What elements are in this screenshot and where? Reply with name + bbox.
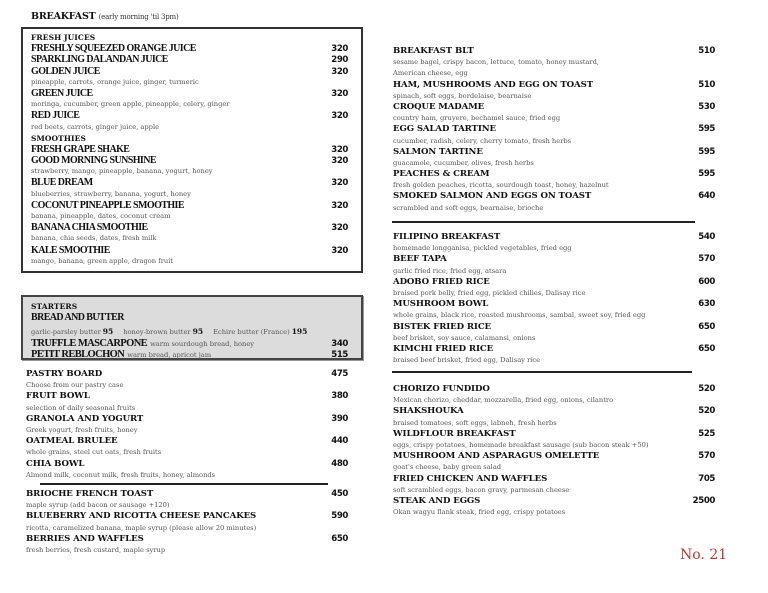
item-row [393,406,715,417]
item-row [26,369,348,380]
item-price: 570 [698,451,715,462]
item-name: WILDFLOUR BREAKFAST [393,428,516,439]
item-name: GRANOLA AND YOGURT [26,413,144,424]
item-name: HAM, MUSHROOMS AND EGG ON TOAST [393,79,594,90]
menu-item [26,391,348,413]
item-row [31,222,348,233]
menu-item [31,54,348,65]
item-name: FRESH GRAPE SHAKE [31,143,130,155]
item-description: Mexican chorizo, cheddar, mozzarella, fried egg, onions, cilantro [393,396,614,405]
item-price: 520 [698,406,715,417]
item-row [393,80,715,91]
item-name: BREAKFAST BLT [393,46,474,56]
item-name: EGG SALAD TARTINE [393,124,496,135]
item-price: 390 [331,413,348,424]
item-row [393,344,715,355]
menu-item [393,169,715,191]
starters-box [21,295,363,360]
item-name: OATMEAL BRULEE [26,436,118,447]
menu-header [31,11,179,22]
item-description: Okan wagyu flank steak, fried egg, crispy potatoes [393,508,566,517]
item-price: 600 [698,276,715,287]
item-price: 510 [698,79,715,90]
bread-and-butter: BREAD AND BUTTER [31,312,124,324]
item-description: fresh golden peaches, ricotta, sourdough toast, honey, hazelnut [393,181,609,190]
item-price: 650 [331,533,348,544]
item-name: BEEF TAPA [393,254,447,265]
item-price: 525 [698,428,715,439]
right-section-3 [393,384,715,518]
group-heading: SMOOTHIES [31,133,86,143]
menu-item [26,489,348,511]
menu-item [393,232,715,254]
item-row [31,43,348,54]
starters-heading: STARTERS [31,302,78,311]
menu-item [393,80,715,102]
item-row [31,144,348,155]
item-row [393,232,715,243]
item-price: 290 [331,55,348,66]
item-price: 450 [331,489,348,499]
menu-item [393,406,715,428]
item-price: 475 [331,369,348,379]
item-row [31,155,348,166]
butter-option-label: honey-brown butter [123,328,191,337]
item-price: 320 [331,178,348,189]
item-price: 650 [698,321,715,332]
item-row [393,124,715,135]
item-description: spinach, soft eggs, bordelaise, bearnaise [393,91,532,100]
item-price: 590 [331,511,348,522]
menu-item [31,144,348,155]
item-price: 640 [698,191,715,202]
item-name: FRUIT BOWL [26,391,90,402]
item-row [393,384,715,395]
menu-item [393,46,715,80]
menu-item [31,222,348,244]
item-row [31,110,348,121]
item-name: SPARKLING DALANDAN JUICE [31,54,168,66]
item-price: 320 [331,200,348,211]
menu-item [393,384,715,406]
menu-item [393,299,715,321]
item-name: GREEN JUICE [31,87,93,99]
item-name: FRESHLY SQUEEZED ORANGE JUICE [31,43,196,55]
item-description: country ham, gruyere, bechamel sauce, fried egg [393,114,561,123]
item-name: FRIED CHICKEN AND WAFFLES [393,473,548,484]
divider [40,483,328,485]
item-description: goat's cheese, baby green salad [393,463,502,472]
menu-item [393,344,715,366]
item-price: 480 [331,458,348,469]
item-name: KALE SMOOTHIE [31,244,110,256]
item-description: red beets, carrots, ginger juice, apple [31,122,160,131]
item-name: MUSHROOM BOWL [393,299,489,310]
menu-item [31,110,348,132]
item-description: sesame bagel, crispy bacon, lettuce, tomato, honey mustard, [393,58,600,67]
item-description: whole grains, black rice, roasted mushrooms, sambal, sweet soy, fried egg [393,311,646,320]
item-price: 320 [331,223,348,234]
item-description: scrambled and soft eggs, bearnaise, brioche [393,203,544,212]
item-row [31,200,348,211]
menu-item [31,200,348,222]
item-description: homemade longganisa, pickled vegetables, fried egg [393,244,572,253]
item-price: 2500 [692,495,715,506]
item-row [31,88,348,99]
item-row [393,474,715,485]
menu-item [26,534,348,556]
item-name: SMOKED SALMON AND EGGS ON TOAST [393,191,592,202]
item-price: 440 [331,436,348,447]
item-price: 340 [331,338,348,349]
item-description: Greek yogurt, fresh fruits, honey [26,425,138,434]
item-price: 320 [331,88,348,99]
item-price: 510 [698,46,715,56]
menu-item [26,511,348,533]
item-description: beef brisket, soy sauce, calamansi, onions [393,333,536,342]
menu-item [31,245,348,267]
menu-item [31,43,348,54]
item-description: moringa, cucumber, green apple, pineapple, celery, ginger [31,100,230,109]
menu-item [393,102,715,124]
item-description: strawberry, mango, pineapple, banana, yogurt, honey [31,167,213,176]
item-description: Almond milk, coconut milk, fresh fruits, honey, almonds [26,470,216,479]
menu-item [393,147,715,169]
divider [392,371,692,373]
item-row [393,451,715,462]
item-row [26,489,348,500]
menu-item [393,254,715,276]
item-row [393,496,715,507]
item-name: RED JUICE [31,110,80,122]
item-row [31,177,348,188]
item-name: BLUEBERRY AND RICOTTA CHEESE PANCAKES [26,511,257,522]
menu-item [393,322,715,344]
item-row [26,459,348,470]
item-price: 595 [698,124,715,135]
drinks-box [21,27,363,273]
item-name: BANANA CHIA SMOOTHIE [31,222,148,234]
item-price: 520 [698,384,715,394]
item-row [393,147,715,158]
divider [392,221,695,223]
item-price: 515 [331,349,348,360]
item-row [26,534,348,545]
menu-title: BREAKFAST [31,11,96,22]
item-name: STEAK AND EGGS [393,495,481,506]
item-description: braised beef brisket, fried egg, Dalisay rice [393,356,541,365]
butter-option-label: Echire butter (France) [213,328,290,337]
item-price: 705 [698,473,715,484]
group-heading: FRESH JUICES [31,33,96,42]
item-row [26,511,348,522]
item-description: banana, pineapple, dates, coconut cream [31,212,171,220]
item-row [393,429,715,440]
item-description: cucumber, radish, celery, cherry tomato, fresh herbs [393,136,572,145]
butter-options [31,323,348,337]
menu-item [31,88,348,110]
menu-item [26,436,348,458]
item-description: blueberries, strawberry, banana, yogurt, honey [31,189,191,198]
menu-item [26,459,348,481]
left-section-1 [26,369,348,481]
item-name: CROQUE MADAME [393,101,485,112]
item-description: Choose from our pastry case [26,381,124,390]
item-description: eggs, crispy potatoes, homemade breakfast sausage (sub bacon steak +50) [393,440,649,449]
right-section-2 [393,232,715,366]
item-description: whole grains, steel cut oats, fresh fruits [26,448,162,457]
item-name: PETIT REBLOCHON [31,348,125,360]
item-description: warm sourdough bread, honey [150,339,255,348]
item-name: BERRIES AND WAFFLES [26,533,144,544]
butter-option-price: 195 [291,327,308,337]
menu-item [393,277,715,299]
menu-item [31,346,348,360]
left-section-2 [26,489,348,556]
item-price: 320 [331,44,348,55]
item-description: ricotta, caramelized banana, maple syrup (please allow 20 minutes) [26,523,257,532]
item-description: pineapple, carrots, orange juice, ginger, turmeric [31,77,199,86]
item-description: soft scrambled eggs, bacon gravy, parmesan cheese [393,485,570,494]
butter-option-price: 95 [102,327,114,337]
item-description: banana, chia seeds, dates, fresh milk [31,234,157,243]
item-price: 540 [698,232,715,242]
item-price: 320 [331,245,348,256]
item-name-wrap [31,346,211,361]
item-description: braised tomatoes, soft eggs, labneh, fresh herbs [393,418,557,427]
item-description: fresh berries, fresh custard, maple syrup [26,545,166,554]
item-description: warm bread, apricot jam [127,350,212,359]
item-row [393,169,715,180]
item-row [393,46,715,57]
butter-option-price: 95 [192,327,204,337]
menu-item [31,177,348,199]
item-name: CHIA BOWL [26,458,85,469]
item-row [393,191,715,202]
item-price: 650 [698,343,715,354]
item-price: 595 [698,146,715,157]
item-name: SALMON TARTINE [393,146,483,157]
menu-item [26,414,348,436]
item-description: braised pork belly, fried egg, pickled chilies, Dalisay rice [393,288,586,297]
item-price: 595 [698,169,715,180]
menu-item [393,496,715,518]
item-description: mango, banana, green apple, dragon fruit [31,256,174,265]
item-row [393,299,715,310]
item-price: 320 [331,144,348,155]
item-name: MUSHROOM AND ASPARAGUS OMELETTE [393,451,600,462]
item-name: CHORIZO FUNDIDO [393,384,490,394]
item-row [26,436,348,447]
item-name: TRUFFLE MASCARPONE [31,337,148,349]
menu-item [393,429,715,451]
item-row [31,245,348,256]
item-description: guacamole, cucumber, olives, fresh herbs [393,158,534,167]
right-section-1 [393,46,715,214]
item-name: KIMCHI FRIED RICE [393,343,494,354]
item-name: GOLDEN JUICE [31,65,100,77]
menu-item [31,155,348,177]
item-name: COCONUT PINEAPPLE SMOOTHIE [31,199,184,211]
item-name: PEACHES & CREAM [393,169,490,180]
menu-item [393,451,715,473]
item-name: GOOD MORNING SUNSHINE [31,155,156,167]
menu-item [26,369,348,391]
item-row [26,414,348,425]
item-name: FILIPINO BREAKFAST [393,232,501,242]
item-row [31,66,348,77]
page-number: No. 21 [680,547,728,563]
item-name: ADOBO FRIED RICE [393,276,490,287]
item-price: 570 [698,254,715,265]
item-name: BRIOCHE FRENCH TOAST [26,489,154,499]
butter-option-label: garlic-parsley butter [31,328,101,337]
item-name: SHAKSHOUKA [393,406,464,417]
item-price: 630 [698,299,715,310]
item-name: BLUE DREAM [31,177,93,189]
item-description: garlic fried rice, fried egg, atsara [393,266,507,275]
item-name: BISTEK FRIED RICE [393,321,492,332]
item-price: 380 [331,391,348,402]
item-price: 320 [331,66,348,77]
item-row [393,254,715,265]
menu-item [31,66,348,88]
menu-item [393,191,715,213]
item-description: maple syrup (add bacon or sausage +120) [26,501,170,510]
item-description: American cheese, egg [393,69,468,78]
item-description: selection of daily seasonal fruits [26,403,136,412]
item-row [393,322,715,333]
menu-item [31,335,348,349]
item-row [393,102,715,113]
item-price: 530 [698,101,715,112]
item-price: 320 [331,156,348,167]
item-row [31,54,348,65]
menu-item [393,124,715,146]
item-row [393,277,715,288]
item-name: PASTRY BOARD [26,369,103,379]
item-row [26,391,348,402]
menu-hours: (early morning 'til 3pm) [98,13,179,21]
menu-item [393,474,715,496]
item-price: 320 [331,111,348,122]
